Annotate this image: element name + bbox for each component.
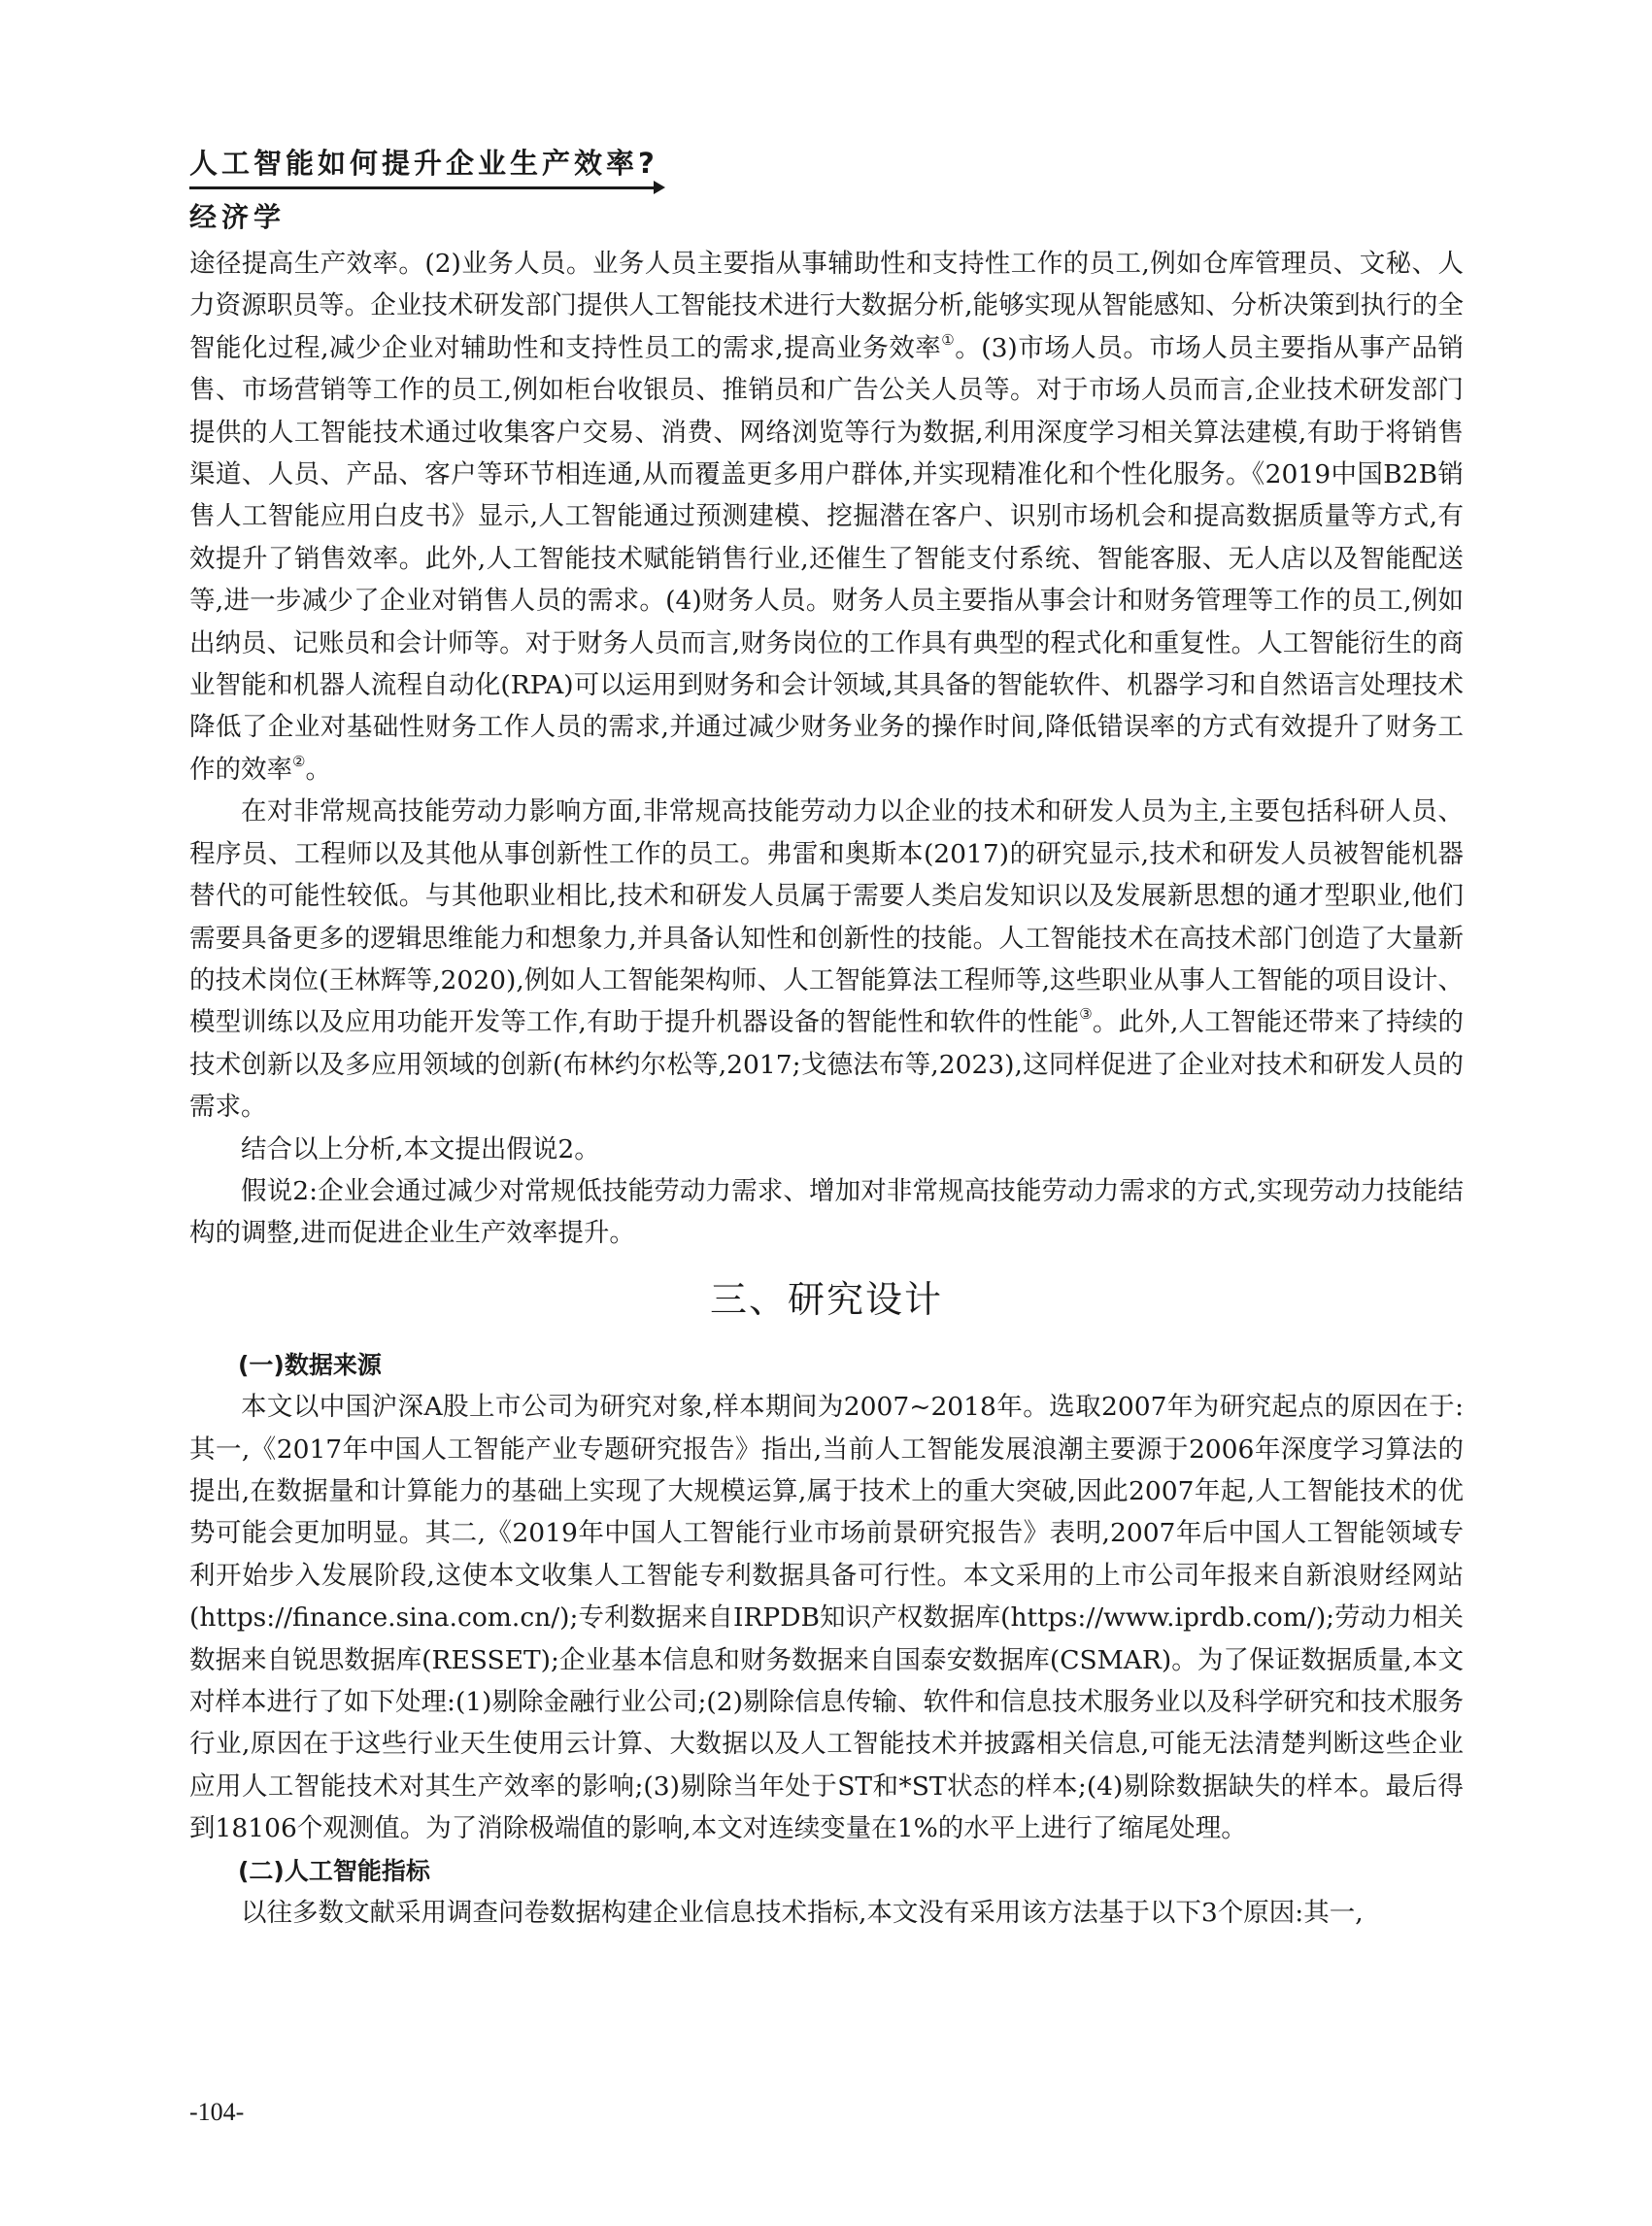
footnote-marker: ③ — [1079, 1005, 1093, 1024]
section-heading: 三、研究设计 — [709, 1277, 943, 1321]
section-label: 经济学 — [189, 201, 287, 233]
page-number: -104- — [189, 2098, 245, 2126]
hypothesis-paragraph: 假说2:企业会通过减少对常规低技能劳动力需求、增加对非常规高技能劳动力需求的方式,实现劳动力技能结构的调整,进而促进企业生产效率提升。 — [189, 1175, 1464, 1249]
paragraph: 本文以中国沪深A股上市公司为研究对象,样本期间为2007~2018年。选取2007年为研究起点的原因在于:其一,《2017年中国人工智能产业专题研究报告》指出,当前人工智能发展浪潮主要源于2006年深度学习算法的提出,在数据量和计算能力的基础上实现了大规模运算,属于技术上的重大突破,因此2007年起,人工智能技术的优势可能会更加明显。其二,《2019年中国人工智能行业市场前景研究报告》表明,2007年后中国人工智能领域专利开始步入发展阶段,这使本文收集人工智能专利数据具备可行性。本文采用的上市公司年报来自新浪财经网站(https://finance.sina.com.cn/);专利数据来自IRPDB知识产权数据库(https://www.iprdb.com/);劳动力相关数据来自锐思数据库(RESSET);企业基本信息和财务数据来自国泰安数据库(CSMAR)。为了保证数据质量,本文对样本进行了如下处理:(1)剔除金融行业公司;(2)剔除信息传输、软件和信息技术服务业以及科学研究和技术服务行业,原因在于这些行业天生使用云计算、大数据以及人工智能技术并披露相关信息,可能无法清楚判断这些企业应用人工智能技术对其生产效率的影响;(3)剔除当年处于ST和*ST状态的样本;(4)剔除数据缺失的样本。最后得到18106个观测值。为了消除极端值的影响,本文对连续变量在1%的水平上进行了缩尾处理。 — [189, 1392, 1464, 1844]
paragraph: 结合以上分析,本文提出假说2。 — [241, 1133, 600, 1164]
footnote-marker: ② — [292, 752, 306, 770]
journal-title: 人工智能如何提升企业生产效率? — [189, 147, 658, 180]
paragraph: 途径提高生产效率。(2)业务人员。业务人员主要指从事辅助性和支持性工作的员工,例如仓库管理员、文秘、人力资源职员等。企业技术研发部门提供人工智能技术进行大数据分析,能够实现从智能感知、分析决策到执行的全智能化过程,减少企业对辅助性和支持性员工的需求,提高业务效率①。(3)市场人员。市场人员主要指从事产品销售、市场营销等工作的员工,例如柜台收银员、推销员和广告公关人员等。对于市场人员而言,企业技术研发部门提供的人工智能技术通过收集客户交易、消费、网络浏览等行为数据,利用深度学习相关算法建模,有助于将销售渠道、人员、产品、客户等环节相连通,从而覆盖更多用户群体,并实现精准化和个性化服务。《2019中国B2B销售人工智能应用白皮书》显示,人工智能通过预测建模、挖掘潜在客户、识别市场机会和提高数据质量等方式,有效提升了销售效率。此外,人工智能技术赋能销售行业,还催生了智能支付系统、智能客服、无人店以及智能配送等,进一步减少了企业对销售人员的需求。(4)财务人员。财务人员主要指从事会计和财务管理等工作的员工,例如出纳员、记账员和会计师等。对于财务人员而言,财务岗位的工作具有典型的程式化和重复性。人工智能衍生的商业智能和机器人流程自动化(RPA)可以运用到财务和会计领域,其具备的智能软件、机器学习和自然语言处理技术降低了企业对基础性财务工作人员的需求,并通过减少财务业务的操作时间,降低错误率的方式有效提升了财务工作的效率②。 — [189, 249, 1464, 785]
paragraph: 以往多数文献采用调查问卷数据构建企业信息技术指标,本文没有采用该方法基于以下3个原因:其一, — [241, 1898, 1364, 1929]
subsection-heading-data-source: (一)数据来源 — [238, 1350, 382, 1379]
article-body — [189, 243, 1464, 1934]
paragraph: 在对非常规高技能劳动力影响方面,非常规高技能劳动力以企业的技术和研发人员为主,主要包括科研人员、程序员、工程师以及其他从事创新性工作的员工。弗雷和奥斯本(2017)的研究显示,技术和研发人员被智能机器替代的可能性较低。与其他职业相比,技术和研发人员属于需要人类启发知识以及发展新思想的通才型职业,他们需要具备更多的逻辑思维能力和想象力,并具备认知性和创新性的技能。人工智能技术在高技术部门创造了大量新的技术岗位(王林辉等,2020),例如人工智能架构师、人工智能算法工程师等,这些职业从事人工智能的项目设计、模型训练以及应用功能开发等工作,有助于提升机器设备的智能性和软件的性能③。此外,人工智能还带来了持续的技术创新以及多应用领域的创新(布林约尔松等,2017;戈德法布等,2023),这同样促进了企业对技术和研发人员的需求。 — [189, 796, 1464, 1123]
subsection-heading-ai-indicator: (二)人工智能指标 — [238, 1856, 430, 1885]
footnote-marker: ① — [941, 330, 956, 349]
running-header — [189, 144, 685, 183]
header-rule — [189, 186, 654, 189]
